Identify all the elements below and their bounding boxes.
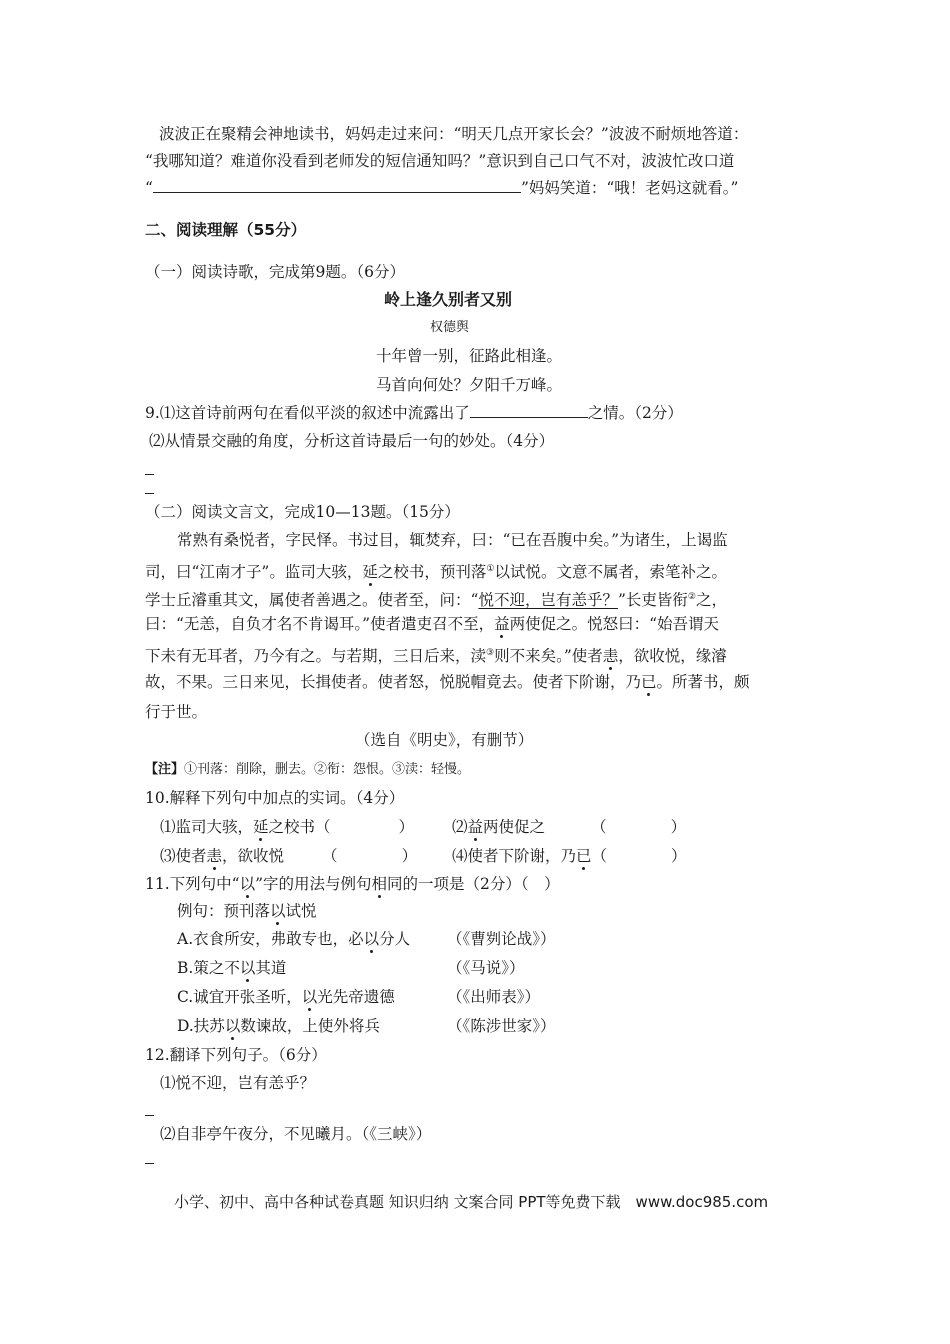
q10-item-3	[160, 846, 417, 866]
q11-text: ”字的用法与例句	[255, 875, 372, 893]
q11-text: 试悦	[285, 902, 317, 920]
q10-text: ⑵	[452, 818, 468, 836]
prose-notes	[145, 760, 470, 780]
quote-open: “	[145, 179, 153, 197]
q11-example	[177, 901, 317, 921]
top-line-2: “我哪知道？难道你没看到老师发的短信通知吗？”意识到自己口气不对，波波忙改口道	[145, 152, 735, 170]
dotted-char: 以	[270, 902, 286, 920]
option-text: C.诚宜开张圣听，	[177, 988, 302, 1006]
q10-text: ）	[401, 847, 418, 865]
quote-close: ”妈妈笑道：“哦！老妈这就看。”	[520, 179, 739, 197]
option-text: 光先帝遗德	[317, 988, 395, 1006]
q10-text: ）	[670, 818, 687, 836]
underlined-sentence: 悦不迎，岂有恙乎？	[478, 591, 618, 610]
q11-option-c-source: （《出师表》）	[447, 988, 541, 1006]
q10-text: 之校书（	[268, 818, 331, 836]
q10-item-2	[452, 817, 686, 837]
prose-line-5	[145, 643, 727, 666]
footnote-marker: ③	[486, 648, 495, 658]
q10-text: ⑶使者	[160, 847, 207, 865]
q11-option-a[interactable]	[177, 929, 410, 949]
poem-intro: （一）阅读诗歌，完成第9题。（6分）	[145, 263, 405, 281]
dotted-char: 以	[224, 1017, 241, 1035]
top-line-1: 波波正在聚精会神地读书，妈妈走过来问：“明天几点开家长会？”波波不耐烦地答道：	[159, 125, 749, 143]
q11-option-a-source: （《曹刿论战》）	[447, 930, 556, 948]
answer-line-mark[interactable]	[145, 1115, 154, 1116]
prose-line-6	[145, 672, 750, 692]
dotted-char: 以	[239, 875, 256, 893]
option-text: 分人	[379, 930, 411, 948]
q11-option-d[interactable]	[177, 1016, 380, 1036]
q12-stem: 12.翻译下列句子。（6分）	[145, 1046, 327, 1064]
q10-text: ）	[398, 818, 415, 836]
footnote-marker: ②	[687, 592, 696, 602]
q11-stem	[145, 874, 560, 894]
answer-line-mark[interactable]	[145, 1163, 154, 1164]
answer-blank-q9[interactable]	[470, 403, 588, 418]
top-line-3	[145, 178, 738, 198]
prose-text: 学士丘濬重其文，属使者善遇之。使者至，问：“	[145, 591, 479, 610]
prose-text: 则不来矣。”使者	[494, 647, 603, 666]
dotted-char: 以	[239, 959, 256, 977]
q10-text: （	[591, 818, 607, 836]
q10-text: （	[322, 847, 338, 865]
q10-item-1	[160, 817, 414, 837]
option-text: D.扶苏	[177, 1017, 225, 1035]
q11-text: 11.下列句中“	[145, 875, 240, 893]
q11-option-c[interactable]	[177, 987, 395, 1007]
q12-sentence-1: ⑴悦不迎，岂有恙乎？	[160, 1074, 316, 1092]
poem-author: 权德舆	[430, 320, 470, 335]
section-title: 二、阅读理解（55分）	[145, 221, 307, 239]
q11-option-d-source: （《陈涉世家》）	[447, 1017, 556, 1035]
prose-line-3	[145, 587, 727, 610]
page-footer: 小学、初中、高中各种试卷真题 知识归纳 文案合同 PPT等免费下载 www.doc985.com	[174, 1193, 769, 1211]
prose-text: 。所著书，颇	[656, 673, 750, 691]
q11-text: 同的一项是（2分）（ ）	[387, 875, 560, 893]
q10-stem: 10.解释下列句中加点的实词。（4分）	[145, 789, 405, 807]
prose-line-4	[145, 614, 719, 634]
dotted-char: 相	[371, 875, 388, 893]
q11-option-b-source: （《马说》）	[447, 959, 525, 977]
prose-text: 之校书，预刊落	[377, 563, 487, 582]
prose-text: 以试悦。文意不属者，索笔补之。	[494, 563, 727, 582]
prose-text: 之，	[695, 591, 727, 610]
dotted-char: 以	[301, 988, 318, 1006]
prose-text: 下未有无耳者，乃今有之。与若期，三日后来，渎	[145, 647, 487, 666]
prose-text: ”长吏皆衔	[617, 591, 688, 610]
prose-text: ，欲收悦，缘濬	[618, 647, 727, 666]
note-text: ①刊落：削除，删去。②衔：怨恨。③渎：轻慢。	[184, 762, 471, 777]
dotted-char: 恚	[206, 847, 223, 865]
q11-option-b[interactable]	[177, 958, 286, 978]
poem-title: 岭上逢久别者又别	[384, 290, 513, 309]
dotted-char: 延	[362, 563, 378, 582]
prose-text: 司，曰“江南才子”。监司大骇，	[145, 563, 363, 582]
dotted-char: 益	[494, 615, 510, 633]
prose-text: 曰：“无恙，自负才名不肯谒耳。”使者遣吏召不至，	[145, 615, 495, 633]
dotted-char: 恚	[602, 647, 619, 666]
prose-text: 两使促之。悦怒曰：“始吾谓天	[509, 615, 720, 633]
q10-text: 两使促之	[483, 818, 546, 836]
prose-intro: （二）阅读文言文，完成10—13题。（15分）	[145, 503, 460, 521]
dotted-char: 延	[253, 818, 269, 836]
q10-text: ⑴监司大骇，	[160, 818, 254, 836]
prose-line-1: 常熟有桑悦者，字民怿。书过目，辄焚弃，曰：“已在吾腹中矣。”为诸生，上谒监	[177, 531, 728, 549]
q10-text: （	[591, 847, 608, 865]
option-text: 数谏故，上使外将兵	[240, 1017, 380, 1035]
q10-text: ）	[671, 847, 687, 865]
dotted-char: 益	[467, 818, 484, 836]
prose-line-2	[145, 559, 727, 582]
poem-line-1: 十年曾一别，征路此相逢。	[376, 347, 563, 365]
q10-item-4	[452, 846, 687, 866]
answer-blank-1[interactable]	[153, 178, 521, 193]
answer-line-mark[interactable]	[145, 493, 154, 494]
q9-part-2: ⑵从情景交融的角度，分析这首诗最后一句的妙处。（4分）	[149, 432, 555, 450]
q10-text: ，欲收悦	[222, 847, 285, 865]
footnote-marker: ①	[486, 564, 495, 574]
dotted-char: 以	[363, 930, 380, 948]
note-label: 【注】	[145, 762, 185, 777]
option-text: B.策之不	[177, 959, 240, 977]
q11-text: 例句：预刊落	[177, 902, 271, 920]
q12-sentence-2: ⑵自非亭午夜分，不见曦月。（《三峡》）	[160, 1125, 432, 1143]
answer-line-mark[interactable]	[145, 474, 154, 475]
q9-part-1	[145, 403, 683, 423]
prose-text: 故，不果。三日来见，长揖使者。使者怒，悦脱帽竟去。使者下阶谢，乃	[145, 673, 642, 691]
prose-source: （选自《明史》，有删节）	[355, 731, 534, 749]
dotted-char: 已	[576, 847, 592, 865]
q9-text-a: 9.⑴这首诗前两句在看似平淡的叙述中流露出了	[145, 404, 470, 422]
poem-line-2: 马首向何处？夕阳千万峰。	[376, 376, 563, 394]
prose-line-7: 行于世。	[145, 703, 208, 721]
dotted-char: 已	[641, 673, 657, 691]
q9-text-b: 之情。（2分）	[587, 404, 683, 422]
q10-text: ⑷使者下阶谢，乃	[452, 847, 577, 865]
option-text: 其道	[255, 959, 287, 977]
option-text: A.衣食所安，弗敢专也，必	[177, 930, 364, 948]
